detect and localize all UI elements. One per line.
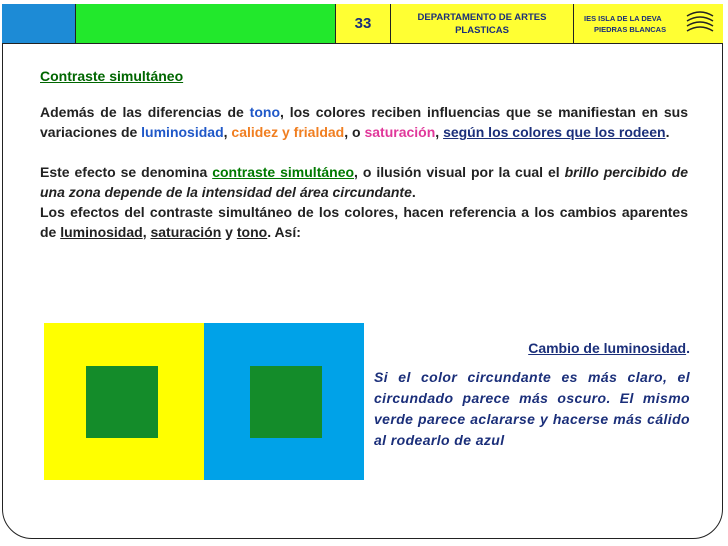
term-contraste-simultaneo: contraste simultáneo bbox=[212, 164, 355, 180]
school-label bbox=[574, 4, 723, 43]
school-logo-icon bbox=[685, 10, 715, 36]
page-number: 33 bbox=[354, 15, 372, 32]
header-bar bbox=[2, 4, 723, 44]
term-tono: tono bbox=[249, 104, 280, 120]
green-square-on-blue bbox=[250, 366, 322, 438]
header-blue-block bbox=[2, 4, 76, 43]
main-content bbox=[40, 68, 688, 242]
caption bbox=[374, 340, 690, 451]
blue-panel bbox=[204, 323, 364, 480]
department-line-1: DEPARTAMENTO DE ARTES bbox=[417, 11, 547, 23]
contrast-demo bbox=[44, 323, 366, 480]
term-calidez-frialdad: calidez y frialdad bbox=[231, 124, 345, 140]
paragraph-1: Además de las diferencias de tono, los colores reciben influencias que se manifiestan en sus variaciones de luminosidad, calidez y frialdad, o saturación, según los colores que los rodeen. bbox=[40, 104, 689, 140]
header-green-block bbox=[76, 4, 336, 43]
school-line-1: IES ISLA DE LA DEVA bbox=[584, 13, 662, 23]
school-line-2: PIEDRAS BLANCAS bbox=[594, 24, 667, 34]
page-title: Contraste simultáneo bbox=[40, 68, 184, 84]
term-saturacion: saturación bbox=[364, 124, 436, 140]
green-square-on-yellow bbox=[86, 366, 158, 438]
paragraph-2: Este efecto se denomina contraste simultáneo, o ilusión visual por la cual el brillo percibido de una zona depende de la intensidad del área circundante. bbox=[40, 164, 688, 200]
department-label bbox=[391, 4, 574, 43]
caption-text: Si el color circundante es más claro, el circundado parece más oscuro. El mismo verde parece aclararse y hacerse más cálido al rodearlo de azul bbox=[374, 369, 690, 448]
link-luminosidad: luminosidad bbox=[60, 224, 143, 240]
paragraph-3: Los efectos del contraste simultáneo de los colores, hacen referencia a los cambios aparentes de luminosidad, saturación y tono. Así: bbox=[40, 204, 688, 240]
link-tono: tono bbox=[236, 224, 268, 240]
term-brillo: brillo percibido de una zona depende de la intensidad del área circundante bbox=[40, 164, 688, 200]
link-saturacion: saturación bbox=[150, 224, 222, 240]
department-line-2: PLASTICAS bbox=[455, 24, 509, 36]
term-luminosidad: luminosidad bbox=[141, 124, 224, 140]
term-segun: según los colores que los rodeen bbox=[443, 124, 666, 140]
caption-title: Cambio de luminosidad. bbox=[528, 340, 690, 356]
yellow-panel bbox=[44, 323, 204, 480]
page-number-box bbox=[336, 4, 391, 43]
